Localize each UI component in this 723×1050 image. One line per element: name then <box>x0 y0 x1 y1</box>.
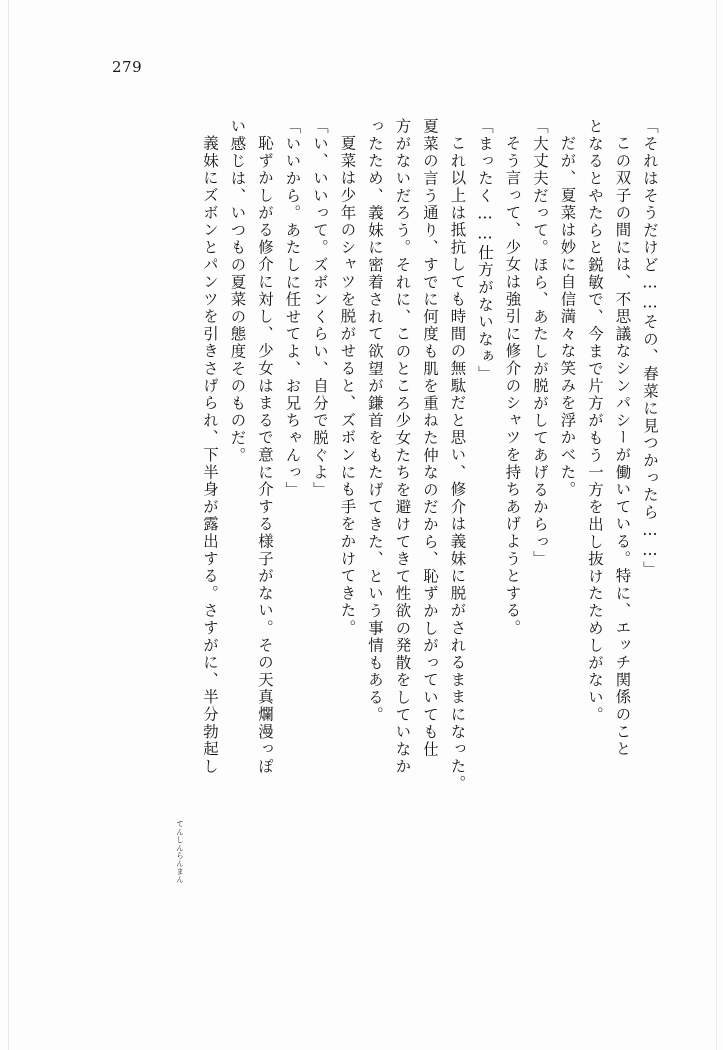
ruby-annotation: てんしんらんまん <box>175 820 185 884</box>
text-column: この双子の間には、不思議なシンパシーが働いている。特に、エッチ関係のこと <box>613 135 632 758</box>
text-column: 恥ずかしがる修介に対し、少女はまるで意に介する様子がない。その天真爛漫っぽ <box>256 135 274 776</box>
text-column: だが、夏菜は妙に自信満々な笑みを浮かべた。 <box>558 135 577 499</box>
text-column: 「まったく……仕方がないなぁ」 <box>476 118 494 383</box>
page-edge-right <box>716 0 717 1050</box>
text-column: ったため、義妹に密着されて欲望が鎌首をもたげてきた、という事情もある。 <box>366 118 384 724</box>
text-column: 夏菜は少年のシャツを脱がせると、ズボンにも手をかけてきた。 <box>338 135 357 637</box>
body-text <box>77 118 657 958</box>
page-edge-left <box>8 0 9 1050</box>
text-column: い感じは、いつもの夏菜の態度そのものだ。 <box>228 118 247 464</box>
text-column: 「それはそうだけど……その、春菜に見つかったら……」 <box>641 118 659 579</box>
text-column: そう言って、少女は強引に修介のシャツを持ちあげようとする。 <box>503 135 522 637</box>
text-column: 方がないだろう。それに、このところ少女たちを避けてきて性欲の発散をしていなか <box>393 118 412 776</box>
text-column: 義妹にズボンとパンツを引きさげられ、下半身が露出する。さすがに、半分勃起し <box>201 135 219 776</box>
text-column: 「い、いいって。ズボンくらい、自分で脱ぐよ」 <box>311 118 329 499</box>
text-column: となるとやたらと鋭敏で、今まで片方がもう一方を出し抜けたためしがない。 <box>586 118 604 724</box>
page-number: 279 <box>112 58 143 76</box>
text-column: 「いいから。あたしに任せてよ、お兄ちゃんっ」 <box>283 118 302 499</box>
text-column: 「大丈夫だって。ほら、あたしが脱がしてあげるからっ」 <box>531 118 549 568</box>
text-column: 夏菜の言う通り、すでに何度も肌を重ねた仲なのだから、恥ずかしがっていても仕 <box>421 118 439 759</box>
text-column: これ以上は抵抗しても時間の無駄だと思い、修介は義妹に脱がされるままになった。 <box>448 135 467 793</box>
